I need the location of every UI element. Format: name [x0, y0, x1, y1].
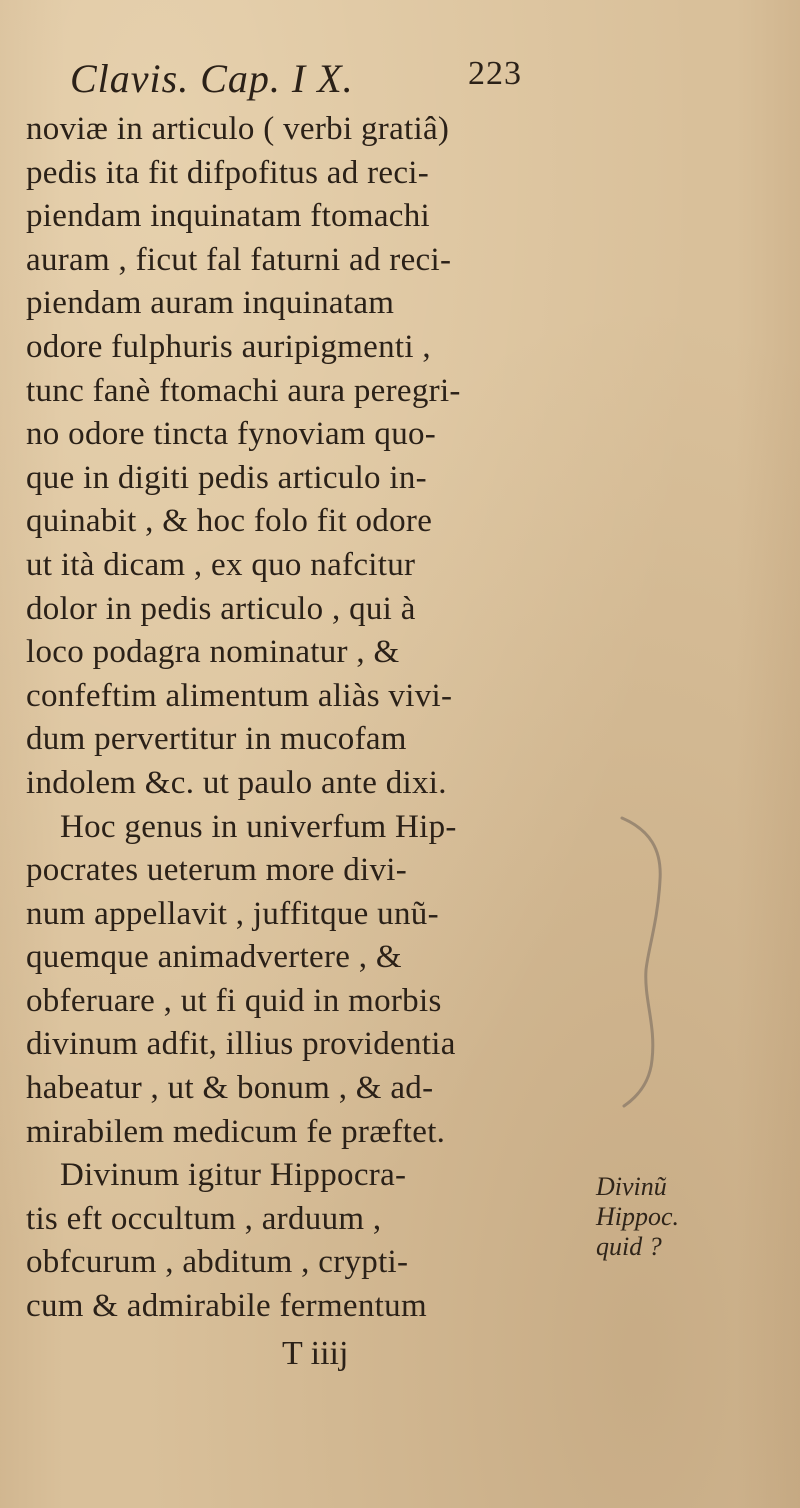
- text-line: cum & admirabile fermentum: [26, 1288, 427, 1325]
- text-line: tunc fanè ftomachi aura peregri-: [26, 372, 461, 409]
- text-line: que in digiti pedis articulo in-: [26, 459, 427, 496]
- running-head: Clavis. Cap. I X.: [70, 56, 354, 101]
- text-line: ut ità dicam , ex quo nafcitur: [26, 546, 416, 583]
- handwritten-bracket: [600, 810, 690, 1110]
- text-line: odore fulphuris auripigmenti ,: [26, 328, 431, 365]
- page-number: 223: [468, 55, 522, 92]
- marginal-note-line: Divinũ: [596, 1172, 667, 1201]
- text-line: habeatur , ut & bonum , & ad-: [26, 1070, 434, 1107]
- body-text: [26, 108, 586, 1329]
- text-line: piendam inquinatam ftomachi: [26, 198, 430, 235]
- text-line: piendam auram inquinatam: [26, 285, 395, 322]
- marginal-note: [596, 1172, 679, 1262]
- text-line: dum pervertitur in mucofam: [26, 721, 407, 758]
- text-line: loco podagra nominatur , &: [26, 634, 400, 671]
- signature-mark: T iiij: [282, 1335, 349, 1372]
- text-line: no odore tincta fynoviam quo-: [26, 416, 437, 453]
- marginal-note-line: quid ?: [596, 1232, 662, 1261]
- text-line: indolem &c. ut paulo ante dixi.: [26, 764, 447, 801]
- text-line: num appellavit , juffitque unũ-: [26, 895, 439, 932]
- text-line: auram , ficut fal faturni ad reci-: [26, 241, 452, 278]
- text-line: tis eft occultum , arduum ,: [26, 1200, 382, 1237]
- text-line: obfcurum , abditum , crypti-: [26, 1244, 409, 1281]
- text-line: obferuare , ut fi quid in morbis: [26, 982, 442, 1019]
- paragraph-start-line: Hoc genus in univerfum Hip-: [60, 808, 457, 845]
- text-line: pedis ita fit difpofitus ad reci-: [26, 154, 430, 191]
- text-line: pocrates ueterum more divi-: [26, 852, 408, 889]
- text-line: dolor in pedis articulo , qui à: [26, 590, 416, 627]
- paragraph-start-line: Divinum igitur Hippocra-: [60, 1157, 407, 1194]
- text-line: mirabilem medicum fe præftet.: [26, 1113, 446, 1150]
- text-line: noviæ in articulo ( verbi gratiâ): [26, 111, 450, 147]
- text-line: quemque animadvertere , &: [26, 939, 402, 976]
- text-line: confeftim alimentum aliàs vivi-: [26, 677, 453, 714]
- text-line: quinabit , & hoc folo fit odore: [26, 503, 433, 540]
- text-line: divinum adfit, illius providentia: [26, 1026, 456, 1063]
- marginal-note-line: Hippoc.: [596, 1202, 680, 1231]
